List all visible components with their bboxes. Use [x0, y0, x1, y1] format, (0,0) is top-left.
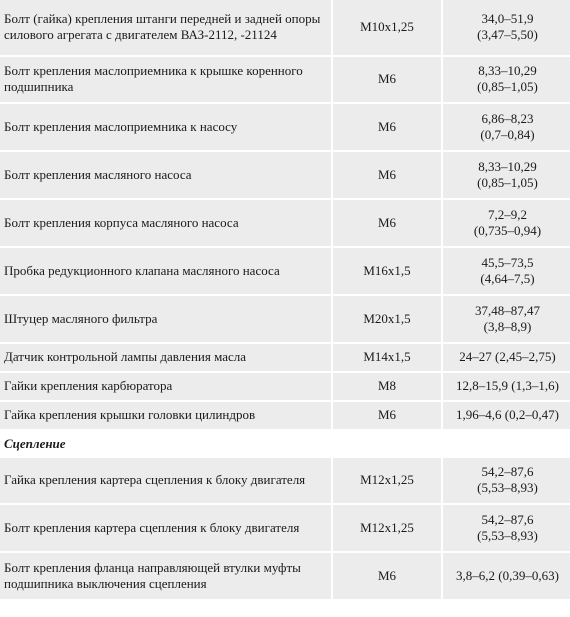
table-row	[0, 458, 570, 503]
thread-size: M12x1,25	[333, 505, 441, 551]
table-row	[0, 344, 570, 371]
thread-size: M6	[333, 152, 441, 198]
table-row	[0, 200, 570, 246]
thread-size: M12x1,25	[333, 458, 441, 503]
torque-value: 1,96–4,6 (0,2–0,47)	[443, 402, 570, 429]
thread-size: M8	[333, 373, 441, 400]
torque-value: 54,2–87,6 (5,53–8,93)	[443, 458, 570, 503]
fastener-name: Гайка крепления крышки головки цилиндров	[0, 402, 331, 429]
section-row	[0, 431, 570, 456]
thread-size: M10x1,25	[333, 0, 441, 55]
torque-value: 8,33–10,29 (0,85–1,05)	[443, 152, 570, 198]
torque-value: 37,48–87,47 (3,8–8,9)	[443, 296, 570, 342]
fastener-name: Болт крепления масляного насоса	[0, 152, 331, 198]
fastener-name: Болт крепления маслоприемника к насосу	[0, 104, 331, 150]
thread-size: M16x1,5	[333, 248, 441, 294]
torque-value: 7,2–9,2 (0,735–0,94)	[443, 200, 570, 246]
thread-size: M6	[333, 104, 441, 150]
table-row	[0, 57, 570, 102]
table-row	[0, 553, 570, 599]
table-row	[0, 296, 570, 342]
torque-value: 24–27 (2,45–2,75)	[443, 344, 570, 371]
table-row	[0, 505, 570, 551]
torque-value: 8,33–10,29 (0,85–1,05)	[443, 57, 570, 102]
fastener-name: Болт крепления маслоприемника к крышке коренного подшипника	[0, 57, 331, 102]
table-row	[0, 0, 570, 55]
fastener-name: Болт (гайка) крепления штанги передней и задней опоры силового агрегата с двигателем ВАЗ-2112, -21124	[0, 0, 331, 55]
table-row	[0, 373, 570, 400]
fastener-name: Болт крепления корпуса масляного насоса	[0, 200, 331, 246]
torque-value: 6,86–8,23 (0,7–0,84)	[443, 104, 570, 150]
thread-size: M6	[333, 553, 441, 599]
torque-value: 34,0–51,9 (3,47–5,50)	[443, 0, 570, 55]
torque-value: 3,8–6,2 (0,39–0,63)	[443, 553, 570, 599]
torque-value: 45,5–73,5 (4,64–7,5)	[443, 248, 570, 294]
thread-size: M14x1,5	[333, 344, 441, 371]
table-row	[0, 402, 570, 429]
section-heading: Сцепление	[0, 431, 570, 456]
torque-value: 12,8–15,9 (1,3–1,6)	[443, 373, 570, 400]
fastener-name: Гайки крепления карбюратора	[0, 373, 331, 400]
fastener-name: Гайка крепления картера сцепления к блоку двигателя	[0, 458, 331, 503]
fastener-name: Болт крепления картера сцепления к блоку двигателя	[0, 505, 331, 551]
thread-size: M6	[333, 402, 441, 429]
thread-size: M20x1,5	[333, 296, 441, 342]
fastener-name: Датчик контрольной лампы давления масла	[0, 344, 331, 371]
fastener-name: Болт крепления фланца направляющей втулки муфты подшипника выключения сцепления	[0, 553, 331, 599]
thread-size: M6	[333, 57, 441, 102]
table-row	[0, 248, 570, 294]
fastener-name: Пробка редукционного клапана масляного насоса	[0, 248, 331, 294]
table-row	[0, 104, 570, 150]
torque-value: 54,2–87,6 (5,53–8,93)	[443, 505, 570, 551]
thread-size: M6	[333, 200, 441, 246]
fastener-name: Штуцер масляного фильтра	[0, 296, 331, 342]
table-row	[0, 152, 570, 198]
